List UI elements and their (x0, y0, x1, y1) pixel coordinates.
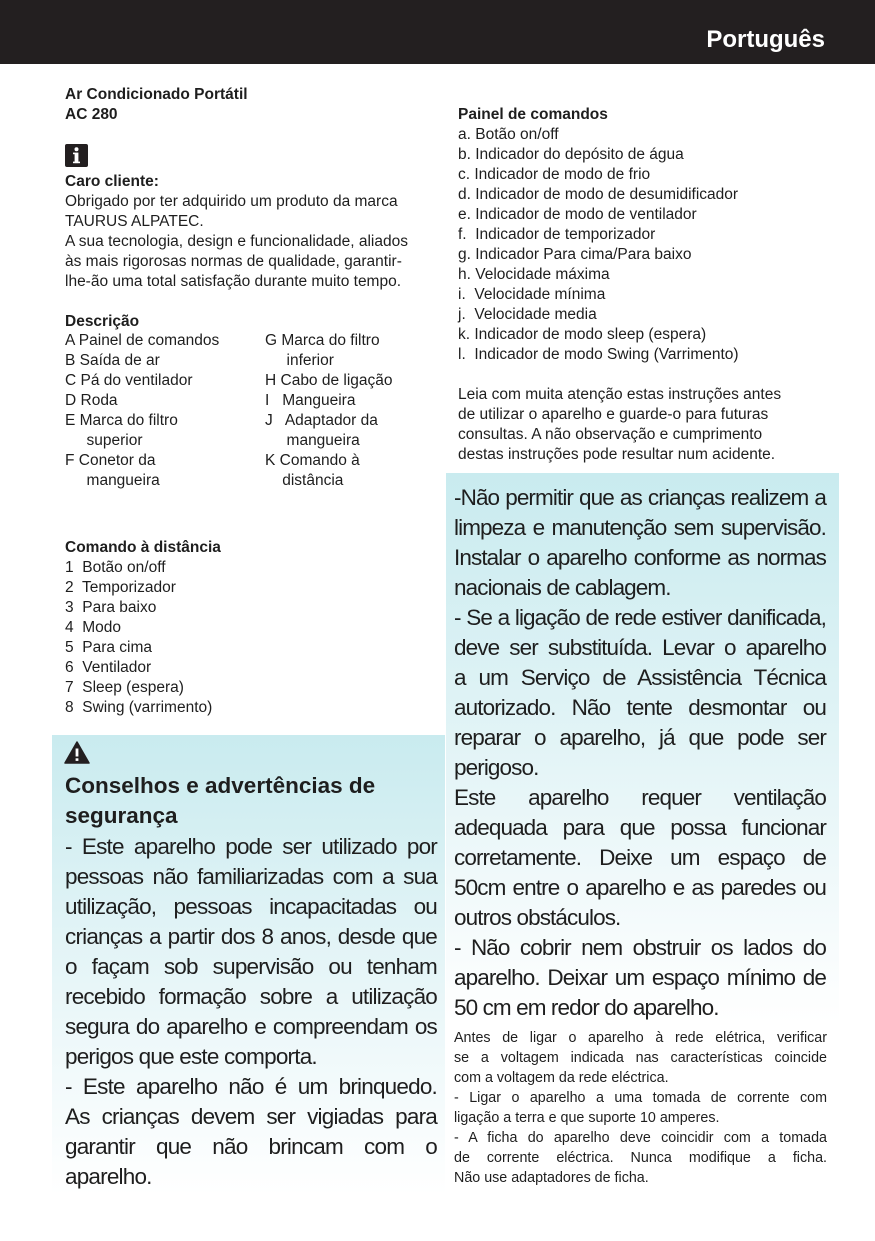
safety-text-line: - Se a ligação de rede estiver danificada, (454, 605, 826, 630)
safety-text-line: crianças a partir dos 8 anos, desde que (65, 924, 437, 949)
description-item: D Roda (65, 392, 118, 409)
safety-text-line: - Este aparelho pode ser utilizado por (65, 834, 437, 859)
safety-text-line: deve ser substituída. Levar o aparelho (454, 635, 826, 660)
safety-text-line: utilização, pessoas incapacitadas ou (65, 894, 437, 919)
read-notice-line: consultas. A não observação e cumprimento (458, 426, 763, 443)
intro-line: A sua tecnologia, design e funcionalidade, aliados (65, 233, 408, 250)
safety-text-line: - Este aparelho não é um brinquedo. (65, 1074, 437, 1099)
read-notice-line: de utilizar o aparelho e guarde-o para futuras (458, 406, 769, 423)
info-icon (65, 144, 88, 167)
description-item: distância (265, 472, 344, 489)
warning-icon (64, 741, 90, 764)
safety-text-line: 50 cm em redor do aparelho. (454, 995, 719, 1020)
safety-small-line: Antes de ligar o aparelho à rede elétrica, verificar (454, 1030, 827, 1046)
control-panel-item: a. Botão on/off (458, 126, 559, 143)
control-panel-item: i. Velocidade mínima (458, 286, 606, 303)
description-item: mangueira (265, 432, 360, 449)
language-label: Português (706, 26, 825, 53)
safety-text-line: segura do aparelho e compreendam os (65, 1014, 437, 1039)
safety-text-line: reparar o aparelho, já que pode ser (454, 725, 826, 750)
product-model: AC 280 (65, 106, 118, 123)
safety-text-line: perigos que este comporta. (65, 1044, 317, 1069)
remote-item: 8 Swing (varrimento) (65, 699, 213, 716)
description-item: C Pá do ventilador (65, 372, 193, 389)
safety-small-line: ligação a terra e que suporte 10 amperes. (454, 1110, 720, 1126)
intro-line: TAURUS ALPATEC. (65, 213, 204, 230)
intro-line: lhe-ão uma total satisfação durante muito tempo. (65, 273, 402, 290)
safety-title: Conselhos e advertências de (65, 773, 376, 798)
safety-text-line: a um Serviço de Assistência Técnica (454, 665, 826, 690)
description-item: F Conetor da (65, 452, 156, 469)
control-panel-item: g. Indicador Para cima/Para baixo (458, 246, 692, 263)
safety-text-line: autorizado. Não tente desmontar ou (454, 695, 826, 720)
safety-small-line: Não use adaptadores de ficha. (454, 1170, 649, 1186)
control-panel-item: f. Indicador de temporizador (458, 226, 656, 243)
safety-text-line: aparelho. Deixar um espaço mínimo de (454, 965, 826, 990)
page-header (0, 0, 875, 64)
safety-text-line: As crianças devem ser vigiadas para (65, 1104, 437, 1129)
intro-line: às mais rigorosas normas de qualidade, garantir- (65, 253, 402, 270)
intro-greeting: Caro cliente: (65, 173, 159, 190)
remote-item: 2 Temporizador (65, 579, 176, 596)
description-item: I Mangueira (265, 392, 356, 409)
product-name: Ar Condicionado Portátil (65, 86, 248, 103)
control-panel-item: b. Indicador do depósito de água (458, 146, 684, 163)
control-panel-item: h. Velocidade máxima (458, 266, 610, 283)
description-item: K Comando à (265, 452, 360, 469)
description-item: G Marca do filtro (265, 332, 380, 349)
remote-item: 5 Para cima (65, 639, 153, 656)
safety-text-line: perigoso. (454, 755, 539, 780)
safety-text-line: aparelho. (65, 1164, 152, 1189)
description-item: A Painel de comandos (65, 332, 220, 349)
remote-item: 1 Botão on/off (65, 559, 166, 576)
safety-text-line: corretamente. Deixe um espaço de (454, 845, 826, 870)
safety-text-line: -Não permitir que as crianças realizem a (454, 485, 826, 510)
safety-small-line: - Ligar o aparelho a uma tomada de corrente com (454, 1090, 827, 1106)
safety-text-line: outros obstáculos. (454, 905, 621, 930)
safety-text-line: Instalar o aparelho conforme as normas (454, 545, 826, 570)
safety-text-line: 50cm entre o aparelho e as paredes ou (454, 875, 826, 900)
safety-text-line: Este aparelho requer ventilação (454, 785, 826, 810)
intro-line: Obrigado por ter adquirido um produto da marca (65, 193, 398, 210)
safety-text-line: pessoas não familiarizadas com a sua (65, 864, 437, 889)
remote-item: 6 Ventilador (65, 659, 152, 676)
control-panel-item: c. Indicador de modo de frio (458, 166, 651, 183)
control-panel-title: Painel de comandos (458, 106, 608, 123)
safety-text-line: recebido formação sobre a utilização (65, 984, 437, 1009)
control-panel-item: e. Indicador de modo de ventilador (458, 206, 697, 223)
description-item: B Saída de ar (65, 352, 160, 369)
description-title: Descrição (65, 313, 140, 330)
description-item: mangueira (65, 472, 160, 489)
description-item: inferior (265, 352, 334, 369)
control-panel-item: l. Indicador de modo Swing (Varrimento) (458, 346, 739, 363)
read-notice-line: destas instruções pode resultar num acidente. (458, 446, 776, 463)
safety-small-line: - A ficha do aparelho deve coincidir com a tomada (454, 1130, 827, 1146)
control-panel-item: d. Indicador de modo de desumidificador (458, 186, 739, 203)
safety-text-line: o façam sob supervisão ou tenham (65, 954, 437, 979)
description-item: J Adaptador da (265, 412, 378, 429)
remote-item: 4 Modo (65, 619, 122, 636)
description-item: E Marca do filtro (65, 412, 178, 429)
safety-small-line: com a voltagem da rede eléctrica. (454, 1070, 669, 1086)
remote-item: 7 Sleep (espera) (65, 679, 184, 696)
read-notice-line: Leia com muita atenção estas instruções antes (458, 386, 782, 403)
safety-text-line: limpeza e manutenção sem supervisão. (454, 515, 826, 540)
safety-small-line: de corrente eléctrica. Nunca modifique a ficha. (454, 1150, 827, 1166)
control-panel-item: k. Indicador de modo sleep (espera) (458, 326, 707, 343)
remote-title: Comando à distância (65, 539, 221, 556)
control-panel-item: j. Velocidade media (458, 306, 597, 323)
description-item: superior (65, 432, 143, 449)
safety-text-line: nacionais de cablagem. (454, 575, 671, 600)
safety-text-line: - Não cobrir nem obstruir os lados do (454, 935, 826, 960)
safety-small-line: se a voltagem indicada nas características coincide (454, 1050, 827, 1066)
safety-text-line: adequada para que possa funcionar (454, 815, 826, 840)
remote-item: 3 Para baixo (65, 599, 157, 616)
safety-title: segurança (65, 803, 178, 828)
description-item: H Cabo de ligação (265, 372, 393, 389)
safety-text-line: garantir que não brincam com o (65, 1134, 437, 1159)
